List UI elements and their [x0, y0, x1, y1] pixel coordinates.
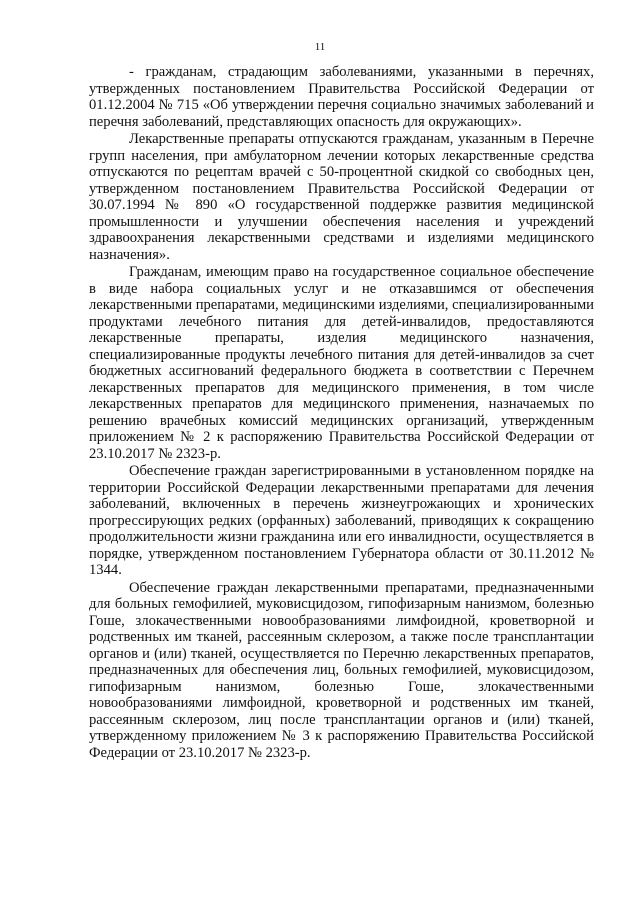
- paragraph-3: Гражданам, имеющим право на государственное социальное обеспечение в виде набора социальных услуг и не отказавшимся от обеспечения лекарственными препаратами, медицинскими изделиями, специализированными продуктами лечебного питания для детей-инвалидов, предоставляются лекарственные препараты, изделия медицинского назначения, специализированные продукты лечебного питания для детей-инвалидов за счет бюджетных ассигнований федерального бюджета в соответствии с Перечнем лекарственных препаратов для медицинского применения, в том числе лекарственных препаратов для медицинского применения, назначаемых по решению врачебных комиссий медицинских организаций, утвержденным приложением № 2 к распоряжению Правительства Российской Федерации от 23.10.2017 № 2323-р.: [89, 264, 594, 462]
- paragraph-5: Обеспечение граждан лекарственными препаратами, предназначенными для больных гемофилией, муковисцидозом, гипофизарным нанизмом, болезнью Гоше, злокачественными новообразованиями лимфоидной, кроветворной и родственных им тканей, рассеянным склерозом, а также после трансплантации органов и (или) тканей, осуществляется по Перечню лекарственных препаратов, предназначенных для обеспечения лиц, больных гемофилией, муковисцидозом, гипофизарным нанизмом, болезнью Гоше, злокачественными новообразованиями лимфоидной, кроветворной и родственных им тканей, рассеянным склерозом, лиц после трансплантации органов и (или) тканей, утвержденному приложением № 3 к распоряжению Правительства Российской Федерации от 23.10.2017 № 2323-р.: [89, 579, 594, 761]
- paragraph-1: - гражданам, страдающим заболеваниями, указанными в перечнях, утвержденных постановлением Правительства Российской Федерации от 01.12.2004 № 715 «Об утверждении перечня социально значимых заболеваний и перечня заболеваний, представляющих опасность для окружающих».: [89, 64, 594, 130]
- paragraph-4: Обеспечение граждан зарегистрированными в установленном порядке на территории Российской Федерации лекарственными препаратами для лечения заболеваний, включенных в перечень жизнеугрожающих и хронических прогрессирующих редких (орфанных) заболеваний, приводящих к сокращению продолжительности жизни гражданина или его инвалидности, осуществляется в порядке, утвержденном постановлением Губернатора области от 30.11.2012 № 1344.: [89, 463, 594, 578]
- document-body: [89, 64, 594, 761]
- paragraph-2: Лекарственные препараты отпускаются гражданам, указанным в Перечне групп населения, при амбулаторном лечении которых лекарственные средства отпускаются по рецептам врачей с 50-процентной скидкой со свободных цен, утвержденном постановлением Правительства Российской Федерации от 30.07.1994 № 890 «О государственной поддержке развития медицинской промышленности и улучшении обеспечения населения и учреждений здравоохранения лекарственными средствами и изделиями медицинского назначения».: [89, 131, 594, 263]
- page-number: 11: [314, 41, 326, 53]
